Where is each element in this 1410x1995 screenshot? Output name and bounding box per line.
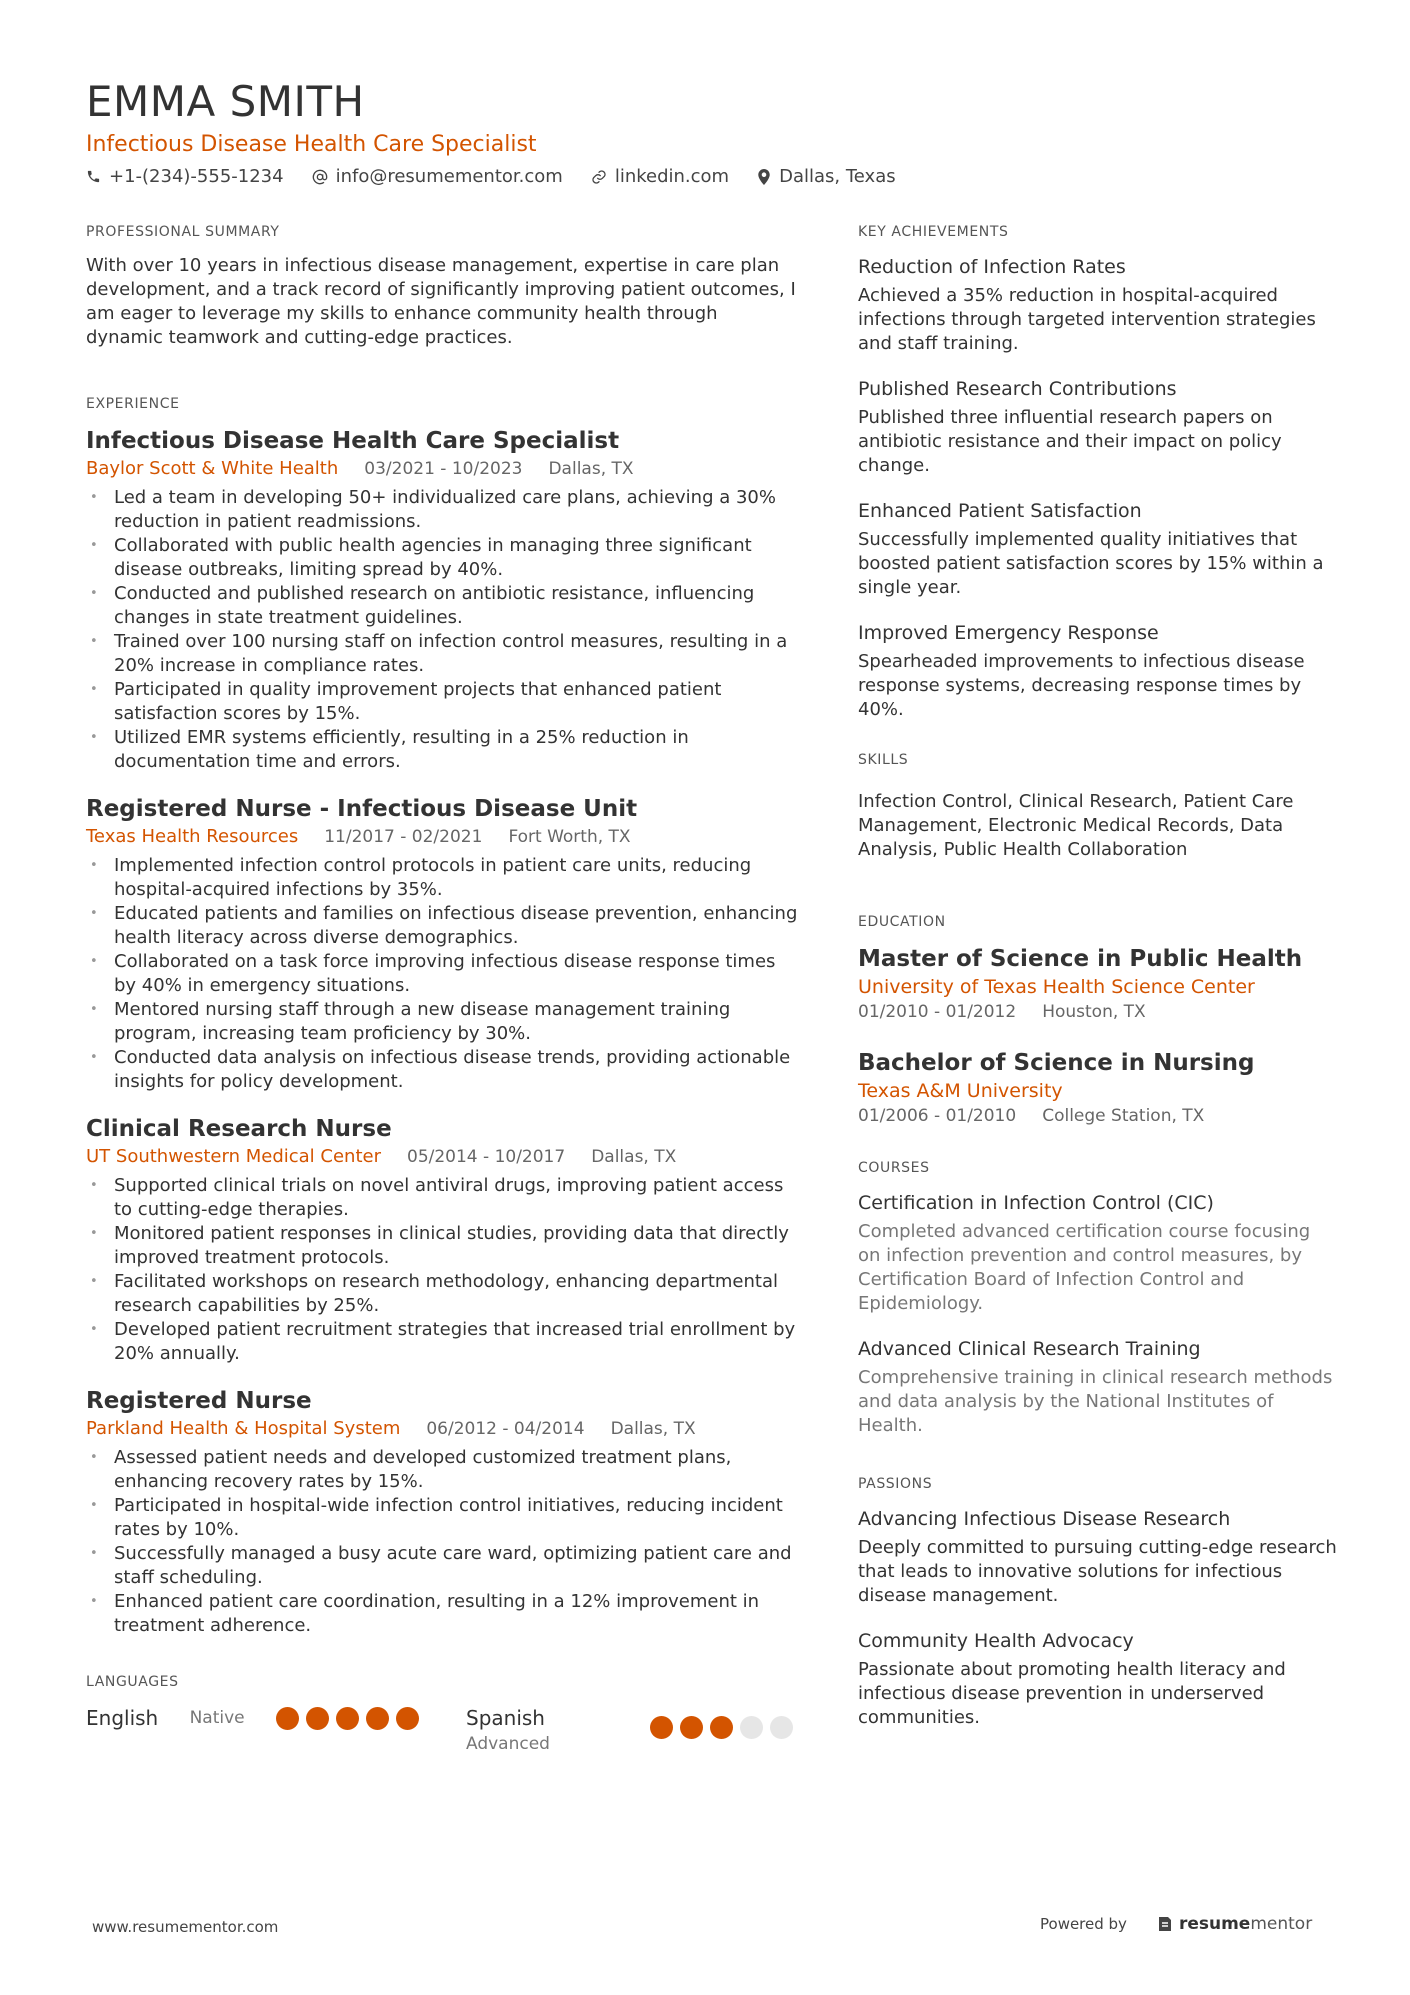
job-entry	[86, 426, 800, 774]
job-bullets	[86, 486, 800, 774]
contact-email[interactable]	[312, 166, 563, 187]
candidate-title: Infectious Disease Health Care Specialist	[86, 132, 537, 157]
job-dates: 05/2014 - 10/2017	[407, 1147, 566, 1167]
course-title: Advanced Clinical Research Training	[858, 1338, 1201, 1360]
education-school: Texas A&M University	[858, 1080, 1063, 1102]
passion-text: Deeply committed to pursuing cutting-edge research that leads to innovative solutions for infectious disease management.	[858, 1537, 1337, 1606]
language-level: Native	[189, 1708, 245, 1728]
passion-text: Passionate about promoting health literacy and infectious disease prevention in underserved communities.	[858, 1659, 1286, 1728]
footer-branding	[1040, 1914, 1312, 1934]
job-bullet: • Participated in hospital-wide infection control initiatives, reducing incident rates by 10%.	[86, 1494, 800, 1542]
job-dates: 06/2012 - 04/2014	[426, 1419, 585, 1439]
job-location: Dallas, TX	[610, 1419, 696, 1439]
skills-text: Infection Control, Clinical Research, Patient Care Management, Electronic Medical Records, Data Analysis, Public Health Collaboration	[858, 791, 1294, 860]
job-bullet: • Conducted data analysis on infectious disease trends, providing actionable insights for policy development.	[86, 1046, 800, 1094]
achievements-heading: KEY ACHIEVEMENTS	[858, 224, 1009, 240]
job-bullet: • Developed patient recruitment strategies that increased trial enrollment by 20% annually.	[86, 1318, 800, 1366]
achievement-title: Improved Emergency Response	[858, 622, 1159, 644]
job-company: Parkland Health & Hospital System	[86, 1418, 401, 1439]
education-location: College Station, TX	[1042, 1106, 1205, 1126]
education-section	[858, 912, 1338, 1128]
education-heading: EDUCATION	[858, 914, 946, 930]
candidate-name: EMMA SMITH	[86, 77, 365, 126]
passion-item	[858, 1506, 1338, 1608]
brand-name-rest: mentor	[1250, 1914, 1313, 1934]
job-bullet: • Utilized EMR systems efficiently, resulting in a 25% reduction in documentation time and errors.	[86, 726, 800, 774]
passion-title: Advancing Infectious Disease Research	[858, 1508, 1231, 1530]
job-bullet: • Facilitated workshops on research methodology, enhancing departmental research capabilities by 25%.	[86, 1270, 800, 1318]
left-column	[86, 222, 800, 1756]
achievement-text: Successfully implemented quality initiatives that boosted patient satisfaction scores by 15% within a single year.	[858, 529, 1324, 598]
job-bullet: • Conducted and published research on antibiotic resistance, influencing changes in state treatment guidelines.	[86, 582, 800, 630]
education-meta	[858, 1104, 1338, 1128]
achievement-title: Reduction of Infection Rates	[858, 256, 1126, 278]
rating-dot-empty	[740, 1716, 763, 1739]
language-spanish	[466, 1704, 800, 1756]
achievement-text: Spearheaded improvements to infectious disease response systems, decreasing response times by 40%.	[858, 651, 1305, 720]
course-text: Completed advanced certification course focusing on infection prevention and control measures, by Certification Board of Infection Control and Epidemiology.	[858, 1221, 1311, 1314]
education-item	[858, 944, 1338, 1024]
job-bullet: • Enhanced patient care coordination, resulting in a 12% improvement in treatment adherence.	[86, 1590, 800, 1638]
education-school: University of Texas Health Science Center	[858, 976, 1255, 998]
achievement-item	[858, 620, 1338, 722]
job-meta	[86, 1416, 800, 1442]
education-meta	[858, 1000, 1338, 1024]
contact-location-text: Dallas, Texas	[779, 166, 896, 187]
rating-dot-filled	[680, 1716, 703, 1739]
footer-website[interactable]: www.resumementor.com	[92, 1918, 279, 1936]
education-dates: 01/2010 - 01/2012	[858, 1002, 1017, 1022]
courses-heading: COURSES	[858, 1160, 930, 1176]
job-meta	[86, 1144, 800, 1170]
job-entry	[86, 794, 800, 1094]
at-icon	[312, 169, 328, 185]
skills-section	[858, 750, 1338, 862]
job-bullet: • Participated in quality improvement projects that enhanced patient satisfaction scores by 15%.	[86, 678, 800, 726]
skills-heading: SKILLS	[858, 752, 909, 768]
education-location: Houston, TX	[1042, 1002, 1146, 1022]
achievement-title: Published Research Contributions	[858, 378, 1177, 400]
link-icon	[591, 169, 607, 185]
languages-section	[86, 1672, 800, 1756]
job-title: Registered Nurse	[86, 1388, 312, 1414]
job-location: Dallas, TX	[591, 1147, 677, 1167]
job-bullet: • Mentored nursing staff through a new disease management training program, increasing team proficiency by 30%.	[86, 998, 800, 1046]
contact-bar	[86, 166, 1326, 187]
passion-item	[858, 1628, 1338, 1730]
job-dates: 11/2017 - 02/2021	[324, 827, 483, 847]
contact-phone-text: +1-(234)-555-1234	[109, 166, 284, 187]
education-degree: Master of Science in Public Health	[858, 946, 1303, 972]
course-title: Certification in Infection Control (CIC)	[858, 1192, 1214, 1214]
job-location: Dallas, TX	[548, 459, 634, 479]
summary-heading: PROFESSIONAL SUMMARY	[86, 224, 280, 240]
course-text: Comprehensive training in clinical research methods and data analysis by the National Institutes of Health.	[858, 1367, 1333, 1436]
job-bullets	[86, 1174, 800, 1366]
contact-email-text: info@resumementor.com	[335, 166, 563, 187]
summary-section	[86, 222, 800, 350]
job-bullet: • Trained over 100 nursing staff on infection control measures, resulting in a 20% increase in compliance rates.	[86, 630, 800, 678]
job-dates: 03/2021 - 10/2023	[364, 459, 523, 479]
achievement-item	[858, 376, 1338, 478]
job-company: Baylor Scott & White Health	[86, 458, 339, 479]
experience-section	[86, 394, 800, 1638]
powered-by-label: Powered by	[1040, 1915, 1127, 1933]
passions-heading: PASSIONS	[858, 1476, 933, 1492]
job-title: Registered Nurse - Infectious Disease Unit	[86, 796, 638, 822]
achievement-title: Enhanced Patient Satisfaction	[858, 500, 1142, 522]
job-meta	[86, 824, 800, 850]
course-item	[858, 1190, 1338, 1316]
job-bullet: • Assessed patient needs and developed customized treatment plans, enhancing recovery rates by 15%.	[86, 1446, 800, 1494]
achievement-item	[858, 498, 1338, 600]
achievements-section	[858, 222, 1338, 722]
job-bullet: • Collaborated with public health agencies in managing three significant disease outbreaks, limiting spread by 40%.	[86, 534, 800, 582]
education-dates: 01/2006 - 01/2010	[858, 1106, 1017, 1126]
resume-header	[86, 74, 1326, 187]
education-degree: Bachelor of Science in Nursing	[858, 1050, 1255, 1076]
right-column	[858, 222, 1338, 1750]
languages-heading: LANGUAGES	[86, 1674, 179, 1690]
job-meta	[86, 456, 800, 482]
course-item	[858, 1336, 1338, 1438]
education-item	[858, 1048, 1338, 1128]
rating-dot-filled	[650, 1716, 673, 1739]
job-bullet: • Led a team in developing 50+ individualized care plans, achieving a 30% reduction in patient readmissions.	[86, 486, 800, 534]
job-bullets	[86, 1446, 800, 1638]
contact-location	[757, 166, 896, 187]
job-bullets	[86, 854, 800, 1094]
rating-dot-filled	[276, 1707, 299, 1730]
contact-linkedin-text: linkedin.com	[614, 166, 730, 187]
location-pin-icon	[757, 169, 771, 185]
language-name: English	[86, 1706, 159, 1730]
job-location: Fort Worth, TX	[508, 827, 631, 847]
rating-dot-filled	[396, 1707, 419, 1730]
languages-row	[86, 1704, 800, 1756]
job-bullet: • Successfully managed a busy acute care ward, optimizing patient care and staff scheduling.	[86, 1542, 800, 1590]
job-company: Texas Health Resources	[86, 826, 299, 847]
job-bullet: • Implemented infection control protocols in patient care units, reducing hospital-acquired infections by 35%.	[86, 854, 800, 902]
contact-phone	[86, 166, 284, 187]
job-title: Infectious Disease Health Care Specialist	[86, 428, 620, 454]
rating-dot-filled	[336, 1707, 359, 1730]
job-company: UT Southwestern Medical Center	[86, 1146, 381, 1167]
language-rating	[276, 1707, 426, 1730]
job-entry	[86, 1386, 800, 1638]
job-bullet: • Monitored patient responses in clinical studies, providing data that directly improved treatment protocols.	[86, 1222, 800, 1270]
experience-heading: EXPERIENCE	[86, 396, 180, 412]
rating-dot-filled	[710, 1716, 733, 1739]
achievement-text: Achieved a 35% reduction in hospital-acquired infections through targeted intervention strategies and staff training.	[858, 285, 1316, 354]
language-level: Advanced	[466, 1734, 550, 1754]
job-bullet: • Collaborated on a task force improving infectious disease response times by 40% in emergency situations.	[86, 950, 800, 998]
summary-text: With over 10 years in infectious disease management, expertise in care plan development, and a track record of significantly improving patient outcomes, I am eager to leverage my skills to enhance community health through dynamic teamwork and cutting-edge practices.	[86, 255, 796, 348]
language-english	[86, 1704, 426, 1732]
language-name: Spanish	[466, 1706, 545, 1730]
job-bullet: • Educated patients and families on infectious disease prevention, enhancing health literacy across diverse demographics.	[86, 902, 800, 950]
achievement-item	[858, 254, 1338, 356]
contact-linkedin[interactable]	[591, 166, 729, 187]
phone-icon	[86, 169, 101, 184]
achievement-text: Published three influential research papers on antibiotic resistance and their impact on policy change.	[858, 407, 1282, 476]
language-text-block	[466, 1704, 550, 1756]
courses-section	[858, 1158, 1338, 1438]
job-title: Clinical Research Nurse	[86, 1116, 392, 1142]
passion-title: Community Health Advocacy	[858, 1630, 1134, 1652]
brand-name-bold: resume	[1178, 1914, 1251, 1934]
rating-dot-filled	[306, 1707, 329, 1730]
brand-logo[interactable]	[1157, 1914, 1312, 1934]
job-entry	[86, 1114, 800, 1366]
rating-dot-empty	[770, 1716, 793, 1739]
rating-dot-filled	[366, 1707, 389, 1730]
brand-mark-icon	[1157, 1915, 1173, 1933]
job-bullet: • Supported clinical trials on novel antiviral drugs, improving patient access to cutting-edge therapies.	[86, 1174, 800, 1222]
language-rating	[650, 1716, 800, 1739]
passions-section	[858, 1474, 1338, 1730]
